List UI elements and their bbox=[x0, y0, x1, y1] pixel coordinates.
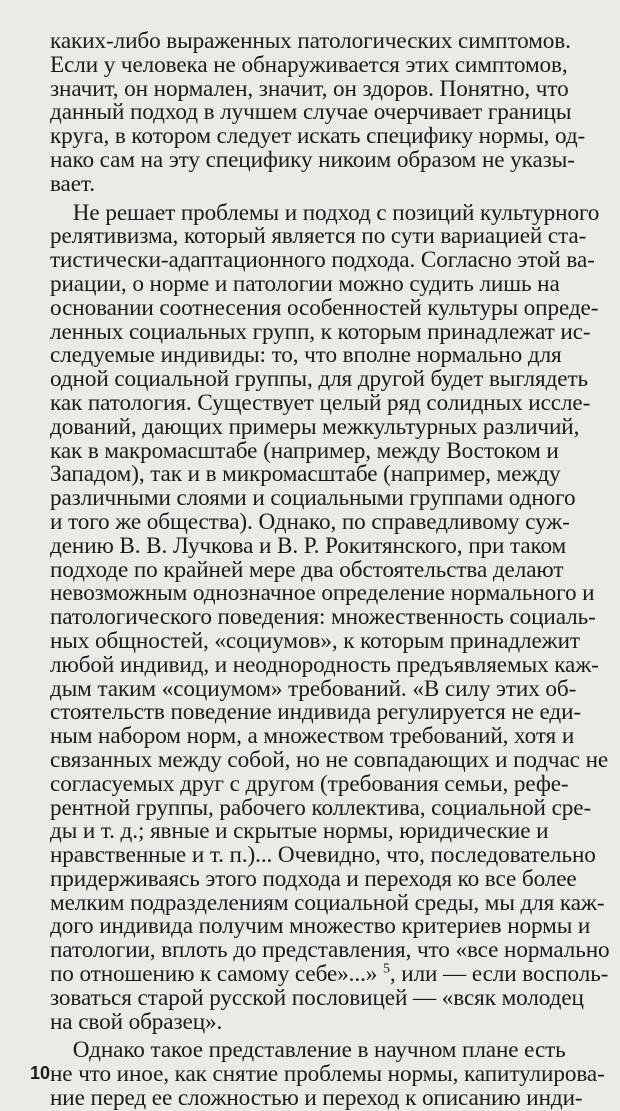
body-text bbox=[50, 30, 610, 1111]
paragraph bbox=[50, 30, 610, 197]
text-line: каких-либо выраженных патологических симптомов. bbox=[50, 28, 571, 54]
text-line: рентной группы, рабочего коллектива, социальной сре- bbox=[50, 794, 592, 821]
text-line: любой индивид, и неоднородность предъявляемых каж- bbox=[50, 651, 599, 678]
text-line: риации, о норме и патологии можно судить лишь на bbox=[50, 270, 560, 297]
text-line: ды и т. д.; явные и скрытые нормы, юридические и bbox=[50, 818, 549, 845]
text-line: ленных социальных групп, к которым принадлежат ис- bbox=[50, 318, 591, 345]
text-line: патологического поведения: множественность социаль- bbox=[50, 604, 596, 631]
text-line: подходе по крайней мере два обстоятельства делают bbox=[50, 556, 564, 583]
footnote-line bbox=[50, 963, 610, 987]
text-line: значит, он нормален, значит, он здоров. Понятно, что bbox=[50, 75, 569, 102]
text-line: Если у человека не обнаруживается этих симптомов, bbox=[50, 51, 568, 78]
text-line: Однако такое представление в научном плане есть bbox=[50, 1037, 566, 1064]
text-line: патологии, вплоть до представления, что «все нормально bbox=[50, 937, 610, 964]
text-line: следуемые индивиды: то, что вполне нормально для bbox=[50, 342, 562, 369]
text-line: основании соотнесения особенностей культуры опреде- bbox=[50, 294, 599, 321]
footnote-marker: 5 bbox=[382, 961, 390, 977]
text-line: нравственные и т. п.)... Очевидно, что, последовательно bbox=[50, 842, 596, 869]
footnote-line-after: , или — если восполь- bbox=[389, 961, 609, 988]
text-line: различными слоями и социальными группами одного bbox=[50, 485, 576, 512]
text-line: дого индивида получим множество критериев нормы и bbox=[50, 913, 591, 940]
text-line: придерживаясь этого подхода и переходя ко все более bbox=[50, 865, 577, 892]
page-number: 10 bbox=[30, 1063, 51, 1083]
text-line: дению В. В. Лучкова и В. Р. Рокитянского, при таком bbox=[50, 532, 567, 559]
paragraph bbox=[50, 199, 610, 1035]
text-line: ние перед ее сложностью и переход к описанию инди- bbox=[50, 1085, 583, 1111]
text-line: связанных между собой, но не совпадающих и подчас не bbox=[50, 746, 609, 773]
text-line: на свой образец». bbox=[50, 1008, 223, 1035]
text-line: как патология. Существует целый ряд солидных иссле- bbox=[50, 389, 591, 416]
text-line: ным набором норм, а множеством требований, хотя и bbox=[50, 723, 575, 750]
text-line: как в макромасштабе (например, между Востоком и bbox=[50, 437, 559, 464]
text-line: вает. bbox=[50, 170, 95, 197]
text-line: тистически-адаптационного подхода. Согласно этой ва- bbox=[50, 247, 595, 274]
text-line: и того же общества). Однако, по справедливому суж- bbox=[50, 508, 570, 535]
text-line: круга, в котором следует искать специфику нормы, од- bbox=[50, 123, 586, 150]
footnote-line-before: по отношению к самому себе»...» bbox=[50, 961, 378, 988]
text-line: данный подход в лучшем случае очерчивает границы bbox=[50, 99, 572, 126]
text-line: Западом), так и в микромасштабе (например, между bbox=[50, 461, 561, 488]
text-line: невозможным однозначное определение нормального и bbox=[50, 580, 595, 607]
text-line: дований, дающих примеры межкультурных различий, bbox=[50, 413, 580, 440]
text-line: мелким подразделениям социальной среды, мы для каж- bbox=[50, 889, 605, 916]
text-line: Не решает проблемы и подход с позиций культурного bbox=[50, 199, 600, 226]
text-line: нако сам на эту специфику никоим образом не указы- bbox=[50, 146, 575, 173]
text-line: дым таким «социумом» требований. «В силу этих об- bbox=[50, 675, 577, 702]
paragraph bbox=[50, 1039, 610, 1110]
text-line: зоваться старой русской пословицей — «всяк молодец bbox=[50, 984, 584, 1011]
text-line: ных общностей, «социумов», к которым принадлежит bbox=[50, 627, 580, 654]
text-line: стоятельств поведение индивида регулируется не еди- bbox=[50, 699, 582, 726]
text-line: одной социальной группы, для другой будет выглядеть bbox=[50, 366, 588, 393]
text-line: не что иное, как снятие проблемы нормы, капитулирова- bbox=[50, 1061, 605, 1088]
text-line: согласуемых друг с другом (требования семьи, рефе- bbox=[50, 770, 569, 797]
text-line: релятивизма, который является по сути вариацией ста- bbox=[50, 223, 587, 250]
